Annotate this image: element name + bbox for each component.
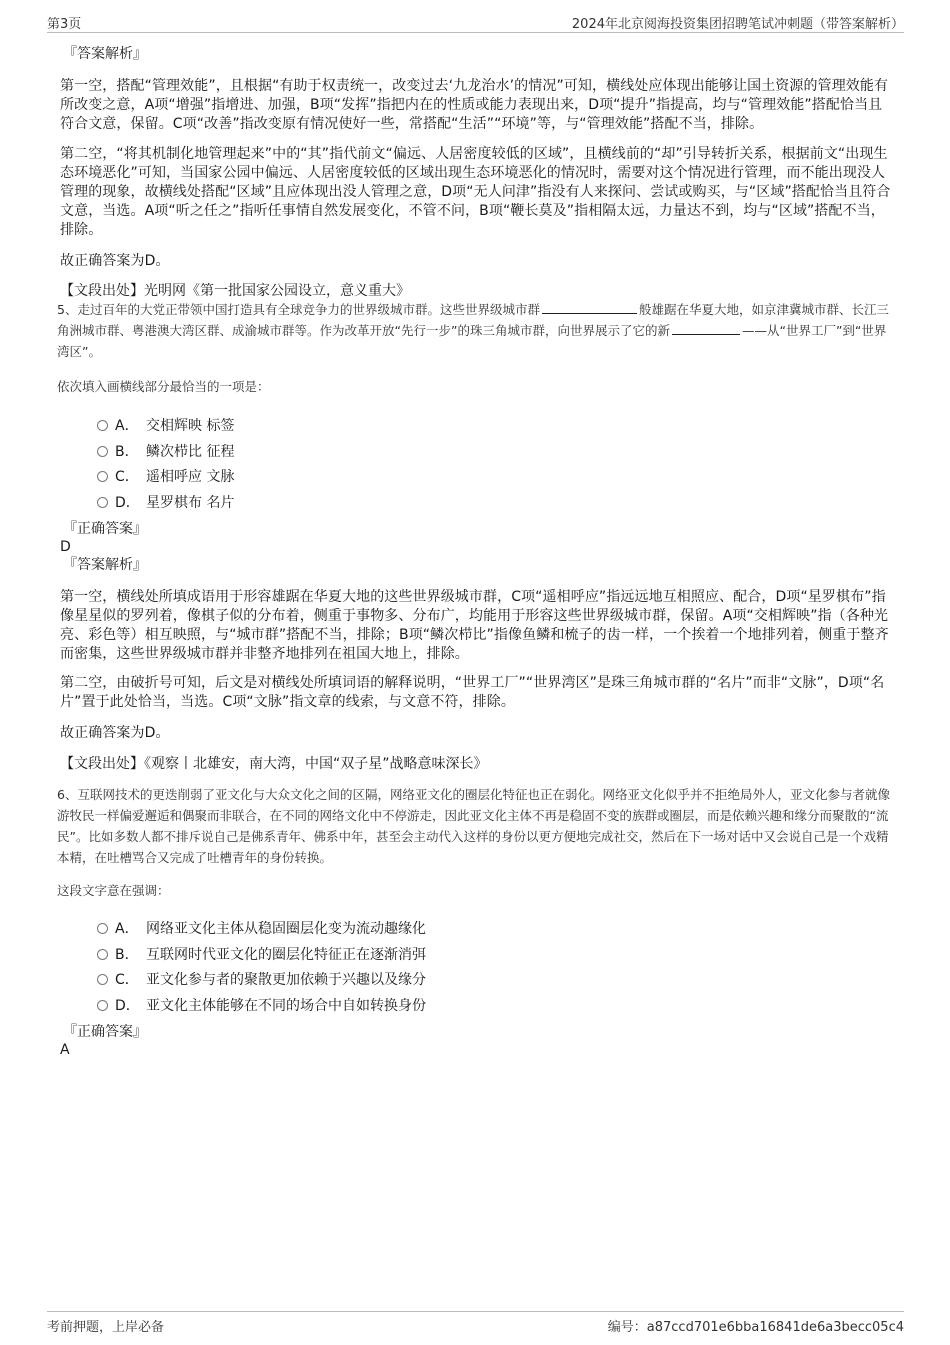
q5-blank-1	[542, 301, 637, 314]
page-header	[47, 12, 904, 33]
correct-answer-label: 『正确答案』	[63, 1024, 147, 1040]
footer-note: 考前押题，上岸必备	[47, 1320, 165, 1335]
q6-option-d[interactable]: D． 亚文化主体能够在不同的场合中自如转换身份	[97, 994, 895, 1020]
q6-option-c[interactable]: C． 亚文化参与者的聚散更加依赖于兴趣以及缘分	[97, 968, 895, 994]
q6-answer: A	[60, 1042, 70, 1058]
correct-answer-label: 『正确答案』	[63, 521, 147, 537]
radio-icon[interactable]	[97, 420, 108, 431]
document-body	[57, 45, 895, 1059]
page-footer	[47, 1311, 904, 1336]
q5-option-c[interactable]: C． 遥相呼应 文脉	[97, 465, 895, 491]
q4-conclusion: 故正确答案为D。	[60, 253, 170, 269]
q5-stem-part-2: 般雄踞在华夏大地，如京津冀城市群、长江三角洲城市群、粤港澳大湾区群、成渝城市群等。作为改革开放“先行一步”的珠三角城市群，向世界展示了它的新	[57, 302, 889, 338]
radio-icon[interactable]	[97, 974, 108, 985]
q6-options	[97, 917, 895, 1019]
document-serial: 编号：a87ccd701e6bba16841de6a3becc05c4	[607, 1320, 904, 1335]
q6-option-a[interactable]: A． 网络亚文化主体从稳固圈层化变为流动趣缘化	[97, 917, 895, 943]
radio-icon[interactable]	[97, 446, 108, 457]
q5-option-b[interactable]: B． 鳞次栉比 征程	[97, 440, 895, 466]
analysis-label: 『答案解析』	[63, 557, 147, 573]
q4-analysis-paragraph-2: 第二空，“将其机制化地管理起来”中的“其”指代前文“偏远、人居密度较低的区域”，且横线前的“却”引导转折关系，根据前文“出现生态环境恶化”可知，当国家公园中偏远、人居密度较低的区域出现生态环境恶化的情况时，需要对这个情况进行管理，而不能出现没人管理的现象，故横线处搭配“区域”且应体现出没人管理之意，D项“无人问津”指没有人来探问、尝试或购买，与“区域”搭配恰当且符合文意，当选。A项“听之任之”指听任事情自然发展变化，不管不问，B项“鞭长莫及”指相隔太远，力量达不到，均与“区域”搭配不当，排除。	[60, 146, 891, 238]
q5-stem-part-3: ——从“世界工厂”到“世界湾区”。	[57, 323, 887, 359]
q5-options	[97, 414, 895, 516]
page-number: 第3页	[47, 17, 82, 32]
q5-analysis-paragraph-2: 第二空，由破折号可知，后文是对横线处所填词语的解释说明，“世界工厂”“世界湾区”是珠三角城市群的“名片”而非“文脉”，D项“名片”置于此处恰当，当选。C项“文脉”指文章的线索，与文意不符，排除。	[60, 675, 885, 710]
q5-analysis-paragraph-1: 第一空，横线处所填成语用于形容雄踞在华夏大地的这些世界级城市群，C项“遥相呼应”指远远地互相照应、配合，D项“星罗棋布”指像星星似的罗列着，像棋子似的分布着，侧重于事物多、分布广，均能用于形容这些世界级城市群，保留。A项“交相辉映”指（各种光亮、彩色等）相互映照，与“城市群”搭配不当，排除；B项“鳞次栉比”指像鱼鳞和梳子的齿一样，一个挨着一个地排列着，侧重于整齐而密集，这些世界级城市群并非整齐地排列在祖国大地上，排除。	[60, 589, 889, 662]
q5-option-d[interactable]: D． 星罗棋布 名片	[97, 491, 895, 517]
q5-stem	[57, 299, 895, 362]
analysis-label: 『答案解析』	[63, 46, 147, 62]
q5-instruction: 依次填入画横线部分最恰当的一项是：	[57, 379, 270, 394]
q6-stem: 6、互联网技术的更迭削弱了亚文化与大众文化之间的区隔，网络亚文化的圈层化特征也正在弱化。网络亚文化似乎并不拒绝局外人，亚文化参与者就像游牧民一样偏爱邂逅和偶聚而非联合，在不同的网络文化中不停游走，因此亚文化主体不再是稳固不变的族群或圈层，而是依赖兴趣和缘分而聚散的“流民”。比如多数人都不排斥说自己是佛系青年、佛系中年，甚至会主动代入这样的身份以更方便地完成社交，然后在下一场对话中又会说自己是一个戏精本精，在吐槽骂合又完成了吐槽青年的身份转换。	[57, 787, 890, 865]
radio-icon[interactable]	[97, 1000, 108, 1011]
q5-stem-part-1: 5、走过百年的大党正带领中国打造具有全球竞争力的世界级城市群。这些世界级城市群	[57, 302, 540, 317]
q5-blank-2	[672, 322, 740, 335]
q6-option-b[interactable]: B． 互联网时代亚文化的圈层化特征正在逐渐消弭	[97, 943, 895, 969]
radio-icon[interactable]	[97, 949, 108, 960]
q4-analysis-paragraph-1: 第一空，搭配“管理效能”，且根据“有助于权责统一，改变过去‘九龙治水’的情况”可知，横线处应体现出能够让国土资源的管理效能有所改变之意，A项“增强”指增进、加强，B项“发挥”指把内在的性质或能力表现出来，D项“提升”指提高，均与“管理效能”搭配恰当且符合文意，保留。C项“改善”指改变原有情况使好一些，常搭配“生活”“环境”等，与“管理效能”搭配不当，排除。	[60, 78, 889, 132]
radio-icon[interactable]	[97, 497, 108, 508]
q4-source: 【文段出处】光明网《第一批国家公园设立，意义重大》	[60, 283, 410, 299]
radio-icon[interactable]	[97, 471, 108, 482]
q6-instruction: 这段文字意在强调：	[57, 883, 170, 898]
radio-icon[interactable]	[97, 923, 108, 934]
document-title: 2024年北京阅海投资集团招聘笔试冲刺题（带答案解析）	[571, 17, 904, 32]
q5-conclusion: 故正确答案为D。	[60, 725, 170, 741]
q5-option-a[interactable]: A． 交相辉映 标签	[97, 414, 895, 440]
q5-source: 【文段出处】《观察丨北雄安，南大湾，中国“双子星”战略意味深长》	[60, 756, 488, 772]
q5-answer: D	[60, 539, 71, 555]
